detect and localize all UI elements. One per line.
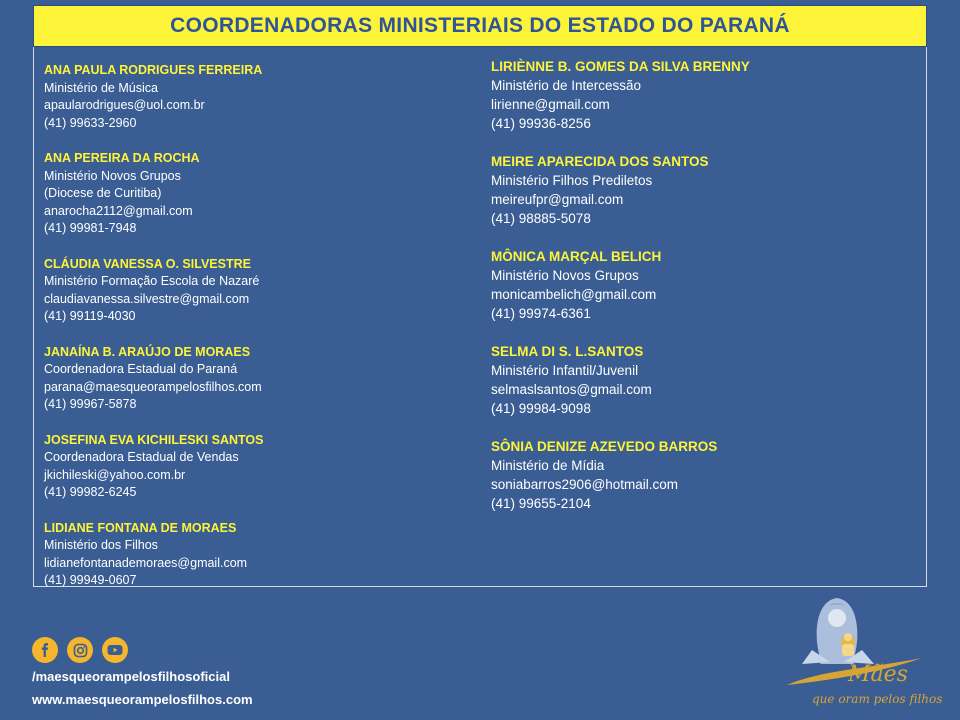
contact-name: LIRIÈNNE B. GOMES DA SILVA BRENNY — [491, 59, 750, 74]
contact-phone[interactable]: (41) 99633-2960 — [44, 115, 137, 130]
contact-name: ANA PEREIRA DA ROCHA — [44, 151, 200, 165]
contact-phone[interactable]: (41) 99936-8256 — [491, 116, 591, 131]
contact-phone[interactable]: (41) 98885-5078 — [491, 211, 591, 226]
left-column — [44, 62, 474, 608]
contact-detail: Ministério Infantil/Juvenil — [491, 363, 639, 378]
contact-phone[interactable]: (41) 99119-4030 — [44, 309, 136, 323]
youtube-icon[interactable] — [102, 637, 128, 663]
contact-phone[interactable]: (41) 99982-6245 — [44, 485, 137, 499]
contact-entry — [491, 342, 911, 418]
contact-email[interactable]: monicambelich@gmail.com — [491, 287, 657, 302]
contact-detail: Ministério de Mídia — [491, 458, 605, 473]
contact-entry — [491, 247, 911, 323]
contact-email[interactable]: jkichileski@yahoo.com.br — [44, 467, 186, 482]
contact-detail: (Diocese de Curitiba) — [44, 186, 162, 200]
logo-word: Mães — [848, 662, 908, 687]
contact-name: CLÁUDIA VANESSA O. SILVESTRE — [44, 256, 251, 271]
contact-email[interactable]: claudiavanessa.silvestre@gmail.com — [44, 291, 250, 306]
contact-detail: Coordenadora Estadual de Vendas — [44, 450, 239, 464]
contact-email[interactable]: lidianefontanademoraes@gmail.com — [44, 555, 248, 570]
page-title: COORDENADORAS MINISTERIAIS DO ESTADO DO PARANÁ — [170, 14, 790, 37]
contact-name: MÔNICA MARÇAL BELICH — [491, 249, 662, 264]
contact-detail: Ministério de Música — [44, 80, 158, 95]
contact-email[interactable]: soniabarros2906@hotmail.com — [491, 477, 679, 492]
contact-entry — [44, 520, 474, 590]
contact-phone[interactable]: (41) 99655-2104 — [491, 496, 591, 511]
contact-detail: Ministério Formação Escola de Nazaré — [44, 274, 260, 288]
instagram-icon[interactable] — [67, 637, 93, 663]
contact-name: ANA PAULA RODRIGUES FERREIRA — [44, 63, 263, 77]
contact-phone[interactable]: (41) 99967-5878 — [44, 397, 137, 411]
contact-phone[interactable]: (41) 99981-7948 — [44, 221, 137, 235]
contact-email[interactable]: meireufpr@gmail.com — [491, 192, 624, 207]
contact-email[interactable]: selmaslsantos@gmail.com — [491, 382, 652, 397]
contact-entry — [491, 57, 911, 133]
contact-detail: Ministério dos Filhos — [44, 538, 158, 552]
contact-entry — [44, 344, 474, 414]
contact-name: LIDIANE FONTANA DE MORAES — [44, 520, 237, 535]
contact-phone[interactable]: (41) 99949-0607 — [44, 573, 137, 587]
social-handle[interactable]: /maesqueorampelosfilhosoficial — [32, 669, 230, 684]
contact-name: JOSEFINA EVA KICHILESKI SANTOS — [44, 432, 264, 447]
contact-detail: Ministério Novos Grupos — [44, 168, 181, 183]
contact-email[interactable]: parana@maesqueorampelosfilhos.com — [44, 379, 262, 394]
title-bar — [33, 5, 927, 47]
logo-tagline: que oram pelos filhos — [812, 692, 943, 706]
contact-detail: Ministério Novos Grupos — [491, 268, 639, 283]
contact-name: SELMA DI S. L.SANTOS — [491, 344, 644, 359]
contacts-panel — [33, 47, 927, 587]
contact-name: JANAÍNA B. ARAÚJO DE MORAES — [44, 344, 251, 359]
right-column — [491, 57, 911, 532]
contact-detail: Ministério de Intercessão — [491, 78, 642, 93]
contact-entry — [44, 150, 474, 238]
contact-entry — [44, 62, 474, 132]
contact-detail: Ministério Filhos Prediletos — [491, 173, 653, 188]
contact-name: SÔNIA DENIZE AZEVEDO BARROS — [491, 439, 718, 454]
contact-phone[interactable]: (41) 99974-6361 — [491, 306, 591, 321]
contact-name: MEIRE APARECIDA DOS SANTOS — [491, 154, 709, 169]
contact-entry — [491, 152, 911, 228]
website-link[interactable]: www.maesqueorampelosfilhos.com — [32, 692, 253, 707]
social-icons — [32, 637, 128, 663]
contact-phone[interactable]: (41) 99984-9098 — [491, 401, 591, 416]
contact-detail: Coordenadora Estadual do Paraná — [44, 362, 238, 376]
contact-entry — [44, 256, 474, 326]
contact-entry — [44, 432, 474, 502]
facebook-icon[interactable] — [32, 637, 58, 663]
contact-email[interactable]: anarocha2112@gmail.com — [44, 203, 193, 218]
contact-email[interactable]: apaularodrigues@uol.com.br — [44, 98, 205, 112]
contact-entry — [491, 437, 911, 513]
contact-email[interactable]: lirienne@gmail.com — [491, 97, 610, 112]
